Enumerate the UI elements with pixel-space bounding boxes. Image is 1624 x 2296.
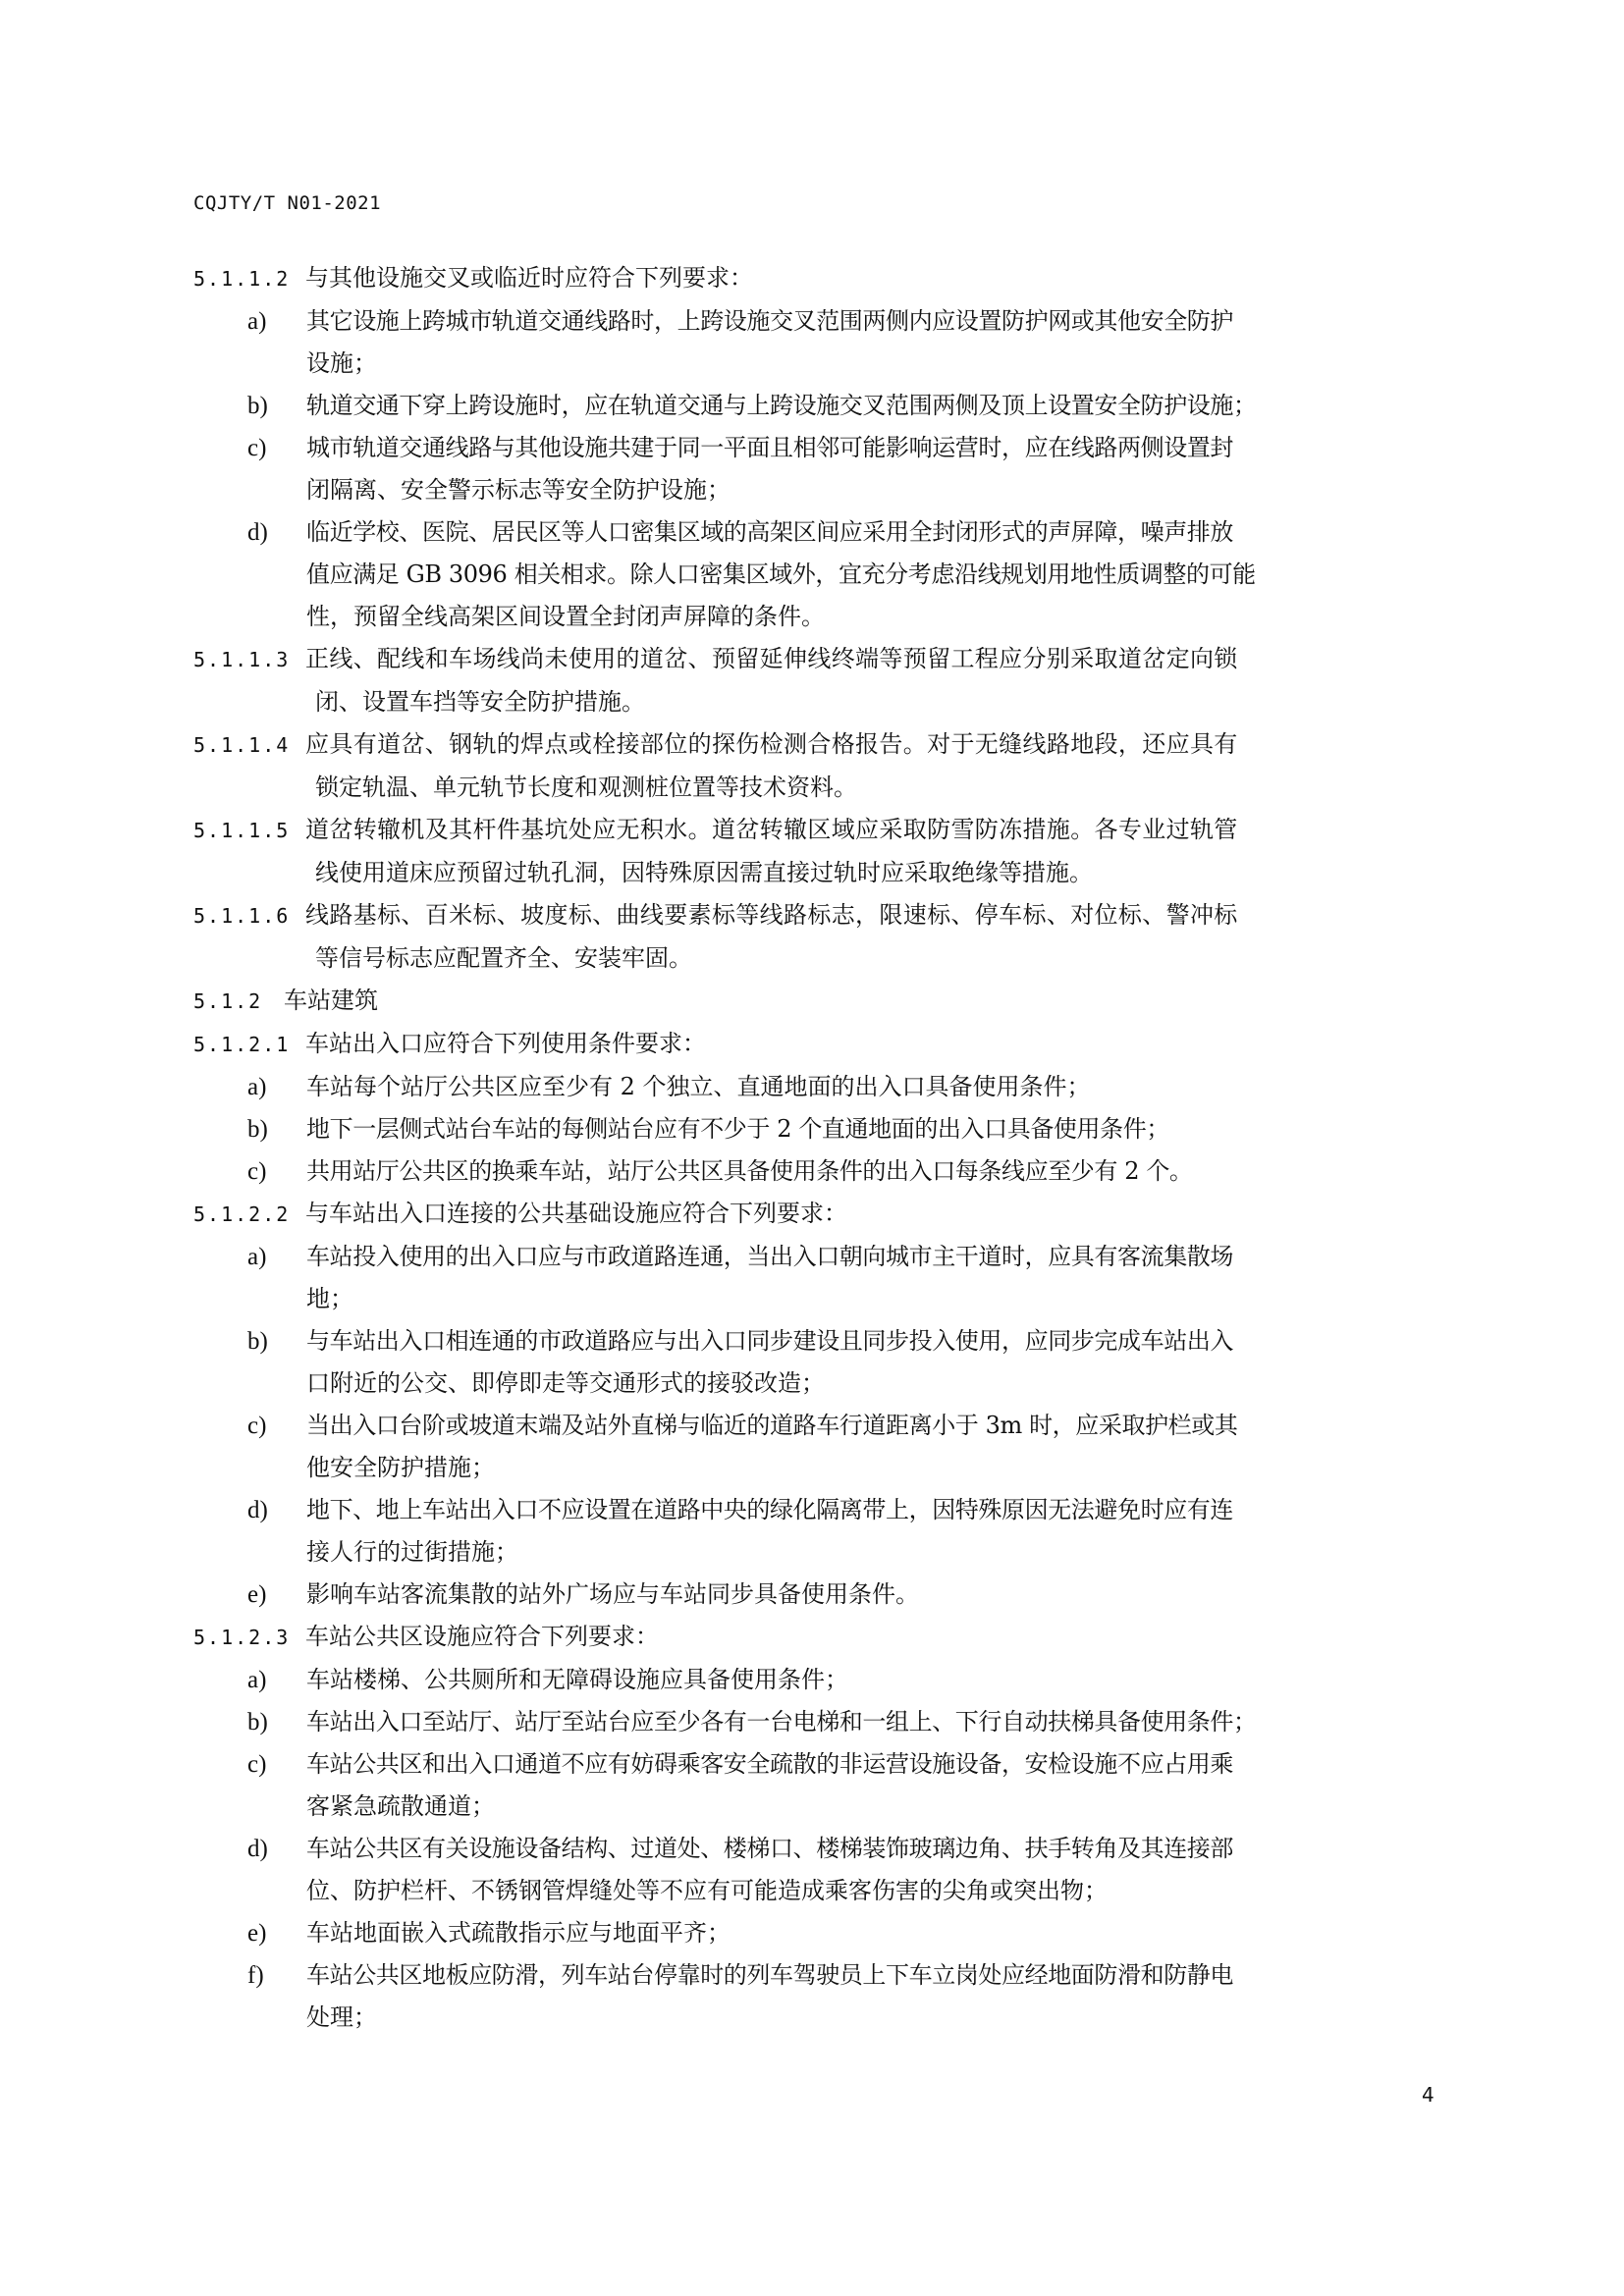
- list-text: 与车站出入口相连通的市政道路应与出入口同步建设且同步投入使用，应同步完成车站出入: [306, 1327, 1233, 1355]
- list-label: a): [247, 1074, 267, 1100]
- list-text: 地下、地上车站出入口不应设置在道路中央的绿化隔离带上，因特殊原因无法避免时应有连: [306, 1496, 1233, 1523]
- list-item: [193, 1828, 1440, 1912]
- clause-text: 线使用道床应预留过轨孔洞，因特殊原因需直接过轨时应采取绝缘等措施。: [315, 859, 1093, 886]
- list-text: 接人行的过街措施；: [306, 1538, 518, 1566]
- list-label: f): [247, 1962, 264, 1989]
- list-label: b): [247, 1709, 268, 1735]
- list-item: [193, 1954, 1440, 2039]
- list-item: [193, 300, 1440, 385]
- list-text: 车站出入口至站厅、站厅至站台应至少各有一台电梯和一组上、下行自动扶梯具备使用条件；: [306, 1708, 1257, 1735]
- list-item: [193, 1150, 1440, 1193]
- clause-number: 5.1.1.2: [193, 267, 291, 291]
- clause-5-1-2-2: [193, 1193, 1440, 1236]
- clause-text: 车站公共区设施应符合下列要求：: [305, 1623, 659, 1650]
- clause-continuation: [193, 852, 1440, 894]
- clause-text: 等信号标志应配置齐全、安装牢固。: [315, 944, 692, 972]
- clause-text: 与其他设施交叉或临近时应符合下列要求：: [305, 264, 753, 292]
- list-item: [193, 1701, 1440, 1743]
- clause-number: 5.1.1.3: [193, 648, 291, 671]
- list-label: c): [247, 1158, 267, 1185]
- page-number: 4: [1422, 2083, 1435, 2107]
- list-text: 临近学校、医院、居民区等人口密集区域的高架区间应采用全封闭形式的声屏障，噪声排放: [306, 518, 1233, 546]
- list-label: e): [247, 1920, 267, 1947]
- list-label: a): [247, 1667, 267, 1693]
- section-title: 车站建筑: [284, 987, 378, 1014]
- list-label: e): [247, 1581, 267, 1608]
- clause-text: 线路基标、百米标、坡度标、曲线要素标等线路标志，限速标、停车标、对位标、警冲标: [305, 901, 1238, 929]
- list-item: [193, 1574, 1440, 1616]
- clause-continuation: [193, 681, 1440, 723]
- clause-number: 5.1.2.1: [193, 1033, 291, 1056]
- section-heading-5-1-2: [193, 980, 1440, 1023]
- clause-number: 5.1.1.4: [193, 733, 291, 757]
- clause-text: 锁定轨温、单元轨节长度和观测桩位置等技术资料。: [315, 774, 857, 801]
- list-text: 城市轨道交通线路与其他设施共建于同一平面且相邻可能影响运营时，应在线路两侧设置封: [306, 434, 1233, 461]
- list-text: 车站每个站厅公共区应至少有 2 个独立、直通地面的出入口具备使用条件；: [306, 1073, 1091, 1100]
- list-item: [193, 1489, 1440, 1574]
- list-item: [193, 1659, 1440, 1701]
- list-text: 车站公共区和出入口通道不应有妨碍乘客安全疏散的非运营设施设备，安检设施不应占用乘: [306, 1750, 1233, 1778]
- list-text: 当出入口台阶或坡道末端及站外直梯与临近的道路车行道距离小于 3m 时，应采取护栏或其: [306, 1412, 1238, 1439]
- list-text: 设施；: [306, 349, 377, 377]
- list-text: 处理；: [306, 2003, 377, 2031]
- document-body: [193, 257, 1440, 2039]
- clause-5-1-1-6: [193, 894, 1440, 937]
- clause-number: 5.1.1.5: [193, 819, 291, 842]
- clause-number: 5.1.2.3: [193, 1626, 291, 1649]
- list-label: d): [247, 1836, 268, 1862]
- clause-continuation: [193, 767, 1440, 809]
- list-item: [193, 1108, 1440, 1150]
- list-item: [193, 511, 1440, 638]
- list-text: 客紧急疏散通道；: [306, 1792, 495, 1820]
- list-item: [193, 1405, 1440, 1489]
- clause-5-1-2-1: [193, 1023, 1440, 1066]
- list-label: b): [247, 1116, 268, 1143]
- list-text: 他安全防护措施；: [306, 1454, 495, 1481]
- list-text: 车站公共区地板应防滑，列车站台停靠时的列车驾驶员上下车立岗处应经地面防滑和防静电: [306, 1961, 1233, 1989]
- list-text: 性，预留全线高架区间设置全封闭声屏障的条件。: [306, 603, 825, 630]
- list-label: a): [247, 308, 267, 335]
- list-label: c): [247, 1751, 267, 1778]
- list-text: 地；: [306, 1285, 353, 1312]
- clause-continuation: [193, 937, 1440, 980]
- list-label: d): [247, 519, 268, 546]
- clause-5-1-1-5: [193, 809, 1440, 852]
- list-item: [193, 1066, 1440, 1108]
- clause-number: 5.1.1.6: [193, 904, 291, 928]
- list-text: 车站楼梯、公共厕所和无障碍设施应具备使用条件；: [306, 1666, 848, 1693]
- clause-5-1-1-2: [193, 257, 1440, 300]
- list-text: 口附近的公交、即停即走等交通形式的接驳改造；: [306, 1369, 825, 1397]
- list-text: 车站地面嵌入式疏散指示应与地面平齐；: [306, 1919, 731, 1947]
- clause-text: 车站出入口应符合下列使用条件要求：: [305, 1030, 706, 1057]
- clause-5-1-1-4: [193, 723, 1440, 767]
- list-label: c): [247, 435, 267, 461]
- list-text: 车站投入使用的出入口应与市政道路连通，当出入口朝向城市主干道时，应具有客流集散场: [306, 1243, 1233, 1270]
- clause-text: 与车站出入口连接的公共基础设施应符合下列要求：: [305, 1200, 847, 1227]
- list-item: [193, 1912, 1440, 1954]
- list-label: b): [247, 1328, 268, 1355]
- list-item: [193, 1236, 1440, 1320]
- clause-text: 道岔转辙机及其杆件基坑处应无积水。道岔转辙区域应采取防雪防冻措施。各专业过轨管: [305, 816, 1238, 843]
- list-item: [193, 427, 1440, 511]
- list-text: 车站公共区有关设施设备结构、过道处、楼梯口、楼梯装饰玻璃边角、扶手转角及其连接部: [306, 1835, 1233, 1862]
- list-text: 闭隔离、安全警示标志等安全防护设施；: [306, 476, 731, 504]
- list-text: 值应满足 GB 3096 相关相求。除人口密集区域外，宜充分考虑沿线规划用地性质调整的可能: [306, 561, 1256, 588]
- clause-text: 正线、配线和车场线尚未使用的道岔、预留延伸线终端等预留工程应分别采取道岔定向锁: [305, 645, 1238, 672]
- list-text: 影响车站客流集散的站外广场应与车站同步具备使用条件。: [306, 1580, 919, 1608]
- list-text: 其它设施上跨城市轨道交通线路时，上跨设施交叉范围两侧内应设置防护网或其他安全防护: [306, 307, 1233, 335]
- section-number: 5.1.2: [193, 989, 263, 1013]
- list-item: [193, 385, 1440, 427]
- clause-text: 闭、设置车挡等安全防护措施。: [315, 688, 645, 716]
- list-text: 轨道交通下穿上跨设施时，应在轨道交通与上跨设施交叉范围两侧及顶上设置安全防护设施；: [306, 392, 1257, 419]
- list-item: [193, 1320, 1440, 1405]
- list-label: c): [247, 1413, 267, 1439]
- list-item: [193, 1743, 1440, 1828]
- list-label: a): [247, 1244, 267, 1270]
- clause-5-1-2-3: [193, 1616, 1440, 1659]
- clause-text: 应具有道岔、钢轨的焊点或栓接部位的探伤检测合格报告。对于无缝线路地段，还应具有: [305, 730, 1238, 758]
- document-code-header: CQJTY/T N01-2021: [193, 192, 382, 214]
- list-label: d): [247, 1497, 268, 1523]
- list-label: b): [247, 393, 268, 419]
- list-text: 位、防护栏杆、不锈钢管焊缝处等不应有可能造成乘客伤害的尖角或突出物；: [306, 1877, 1108, 1904]
- clause-number: 5.1.2.2: [193, 1202, 291, 1226]
- list-text: 地下一层侧式站台车站的每侧站台应有不少于 2 个直通地面的出入口具备使用条件；: [306, 1115, 1169, 1143]
- clause-5-1-1-3: [193, 638, 1440, 681]
- list-text: 共用站厅公共区的换乘车站，站厅公共区具备使用条件的出入口每条线应至少有 2 个。: [306, 1157, 1193, 1185]
